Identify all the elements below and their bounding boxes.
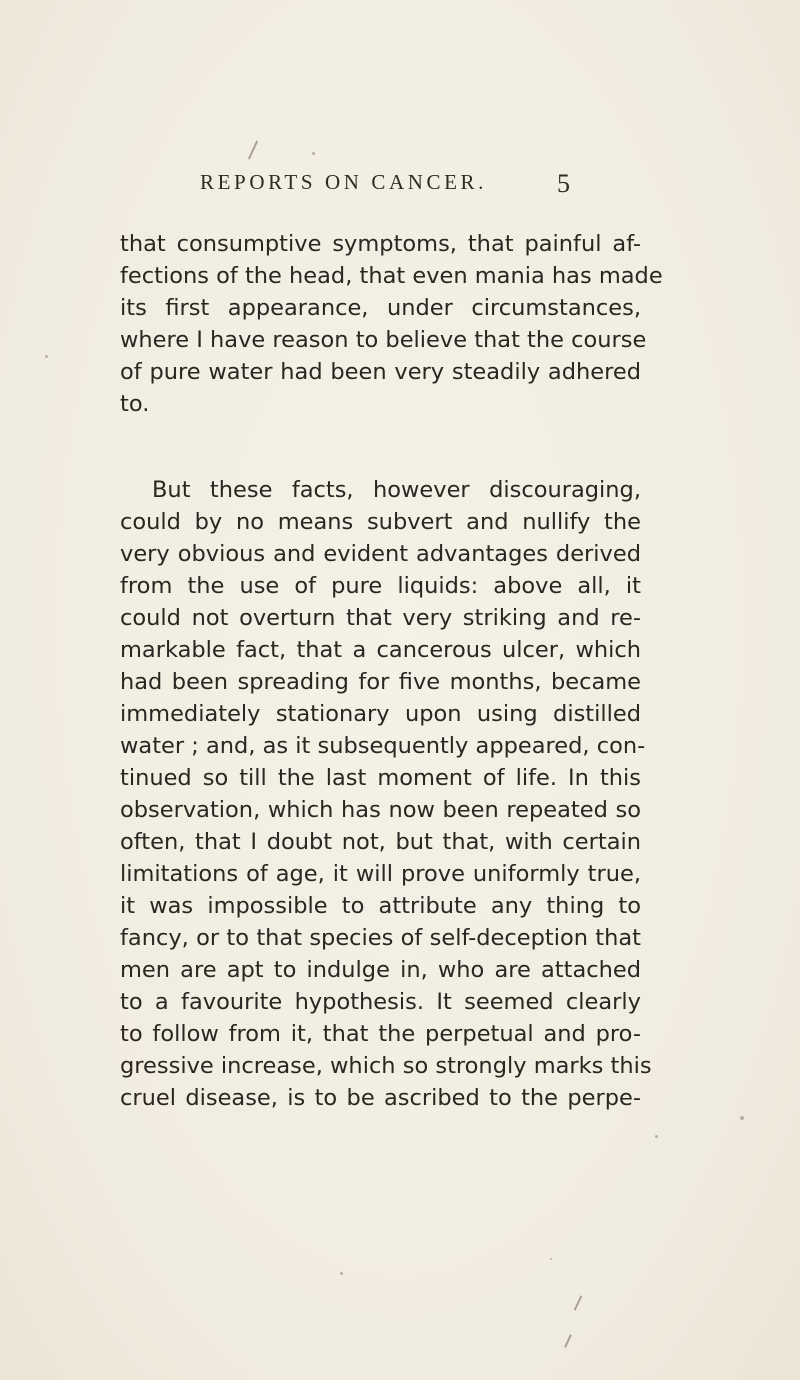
text-line: cruel disease, is to be ascribed to the perpe- <box>120 1085 641 1111</box>
text-line: But these facts, however discouraging, <box>152 477 641 503</box>
text-line: fections of the head, that even mania has made <box>120 263 663 289</box>
running-head <box>200 170 570 204</box>
text-line: water ; and, as it subsequently appeared, con- <box>120 733 646 759</box>
text-line: immediately stationary upon using distilled <box>120 701 641 727</box>
paper-speck <box>45 355 48 358</box>
text-line: often, that I doubt not, but that, with certain <box>120 829 641 855</box>
text-line: markable fact, that a cancerous ulcer, which <box>120 637 641 663</box>
pencil-mark <box>574 1295 583 1310</box>
body-text <box>120 228 663 1114</box>
text-line: had been spreading for five months, became <box>120 669 641 695</box>
page-number: 5 <box>557 169 570 198</box>
text-line: of pure water had been very steadily adhered <box>120 359 641 385</box>
text-line: could not overturn that very striking and re- <box>120 605 641 631</box>
text-line: to. <box>120 391 150 417</box>
pencil-mark <box>248 141 258 160</box>
paragraph-1 <box>120 228 663 420</box>
text-line: to a favourite hypothesis. It seemed clearly <box>120 989 641 1015</box>
text-line: it was impossible to attribute any thing to <box>120 893 641 919</box>
paper-speck <box>312 152 315 155</box>
text-line: to follow from it, that the perpetual and pro- <box>120 1021 641 1047</box>
text-line: that consumptive symptoms, that painful af- <box>120 231 641 257</box>
text-line: where I have reason to believe that the course <box>120 327 647 353</box>
text-line: could by no means subvert and nullify the <box>120 509 641 535</box>
paper-speck <box>550 1258 552 1260</box>
paragraph-gap <box>120 420 641 474</box>
running-title: REPORTS ON CANCER. <box>200 170 487 194</box>
text-line: tinued so till the last moment of life. In this <box>120 765 641 791</box>
paper-speck <box>340 1272 343 1275</box>
text-line: limitations of age, it will prove uniformly true, <box>120 861 641 887</box>
paper-speck <box>740 1116 744 1120</box>
paragraph-2 <box>120 474 652 1114</box>
text-line: from the use of pure liquids: above all, it <box>120 573 641 599</box>
text-line: fancy, or to that species of self-deception that <box>120 925 641 951</box>
text-line: gressive increase, which so strongly marks this <box>120 1053 652 1079</box>
text-line: men are apt to indulge in, who are attached <box>120 957 641 983</box>
text-line: observation, which has now been repeated so <box>120 797 641 823</box>
text-line: very obvious and evident advantages derived <box>120 541 641 567</box>
paper-speck <box>655 1135 658 1138</box>
pencil-mark <box>564 1334 572 1348</box>
text-line: its first appearance, under circumstances, <box>120 295 641 321</box>
